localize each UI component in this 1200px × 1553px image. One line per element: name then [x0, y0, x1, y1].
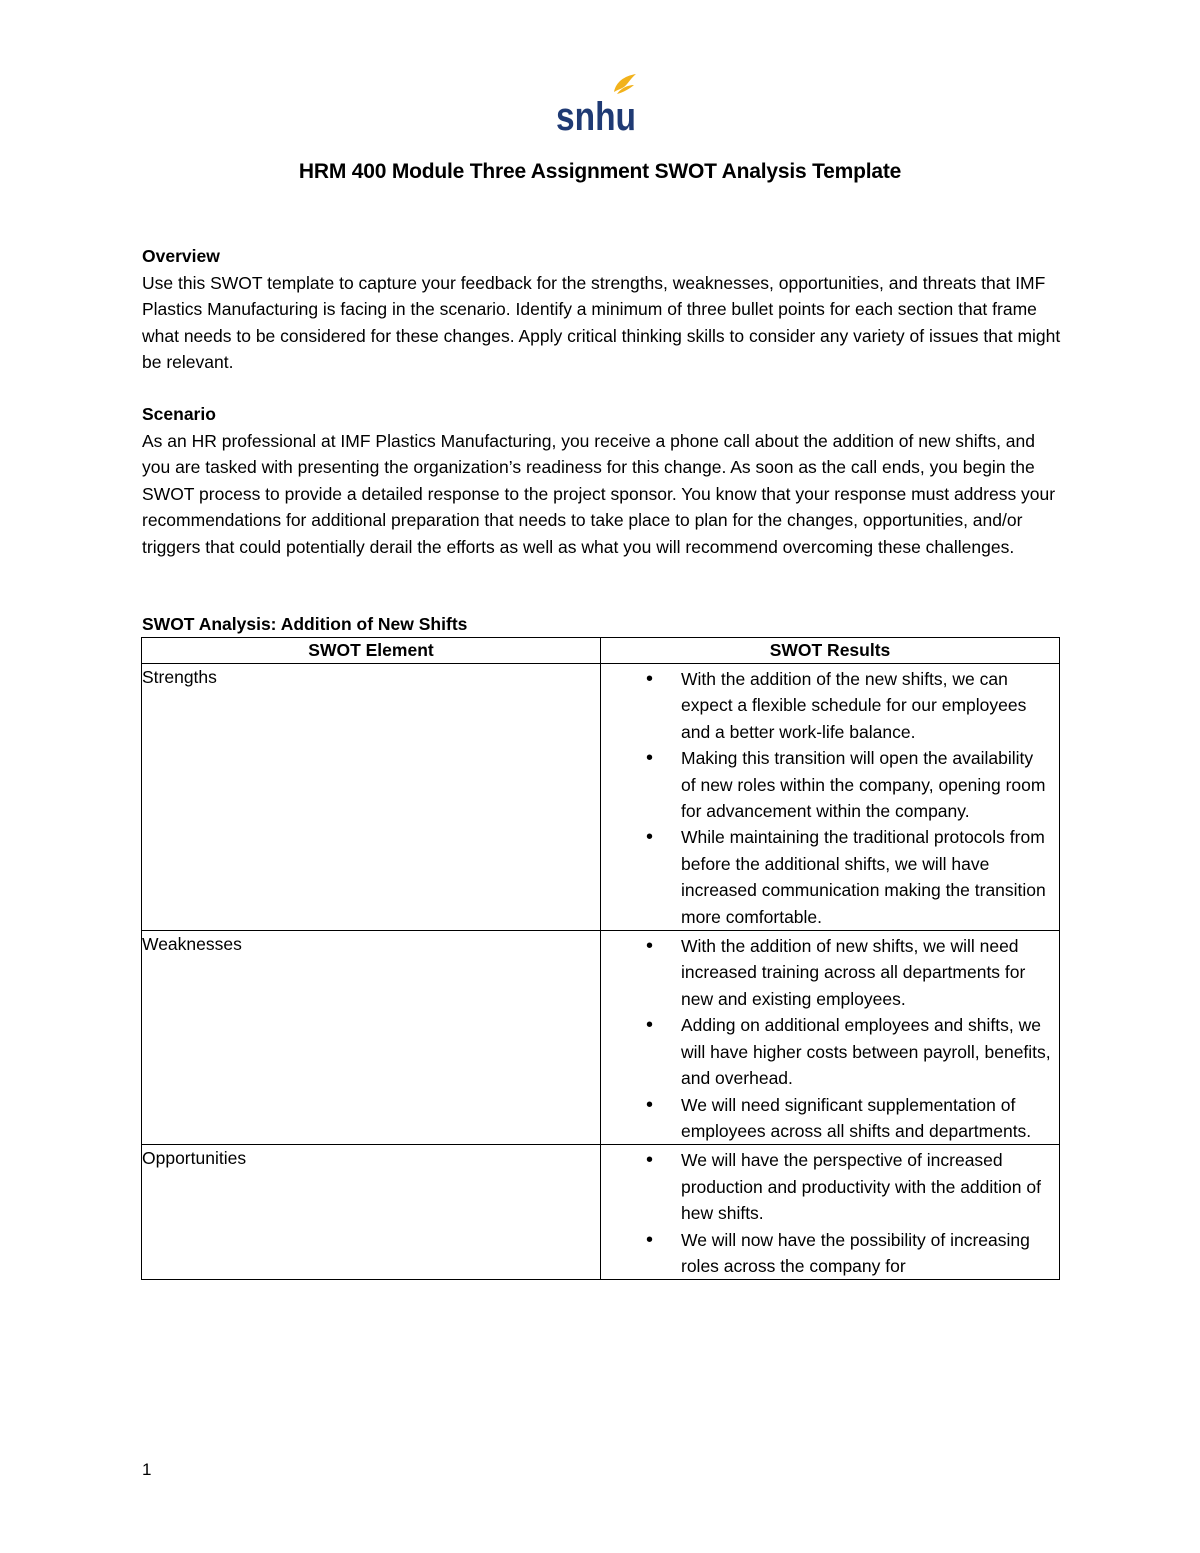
- scenario-heading: Scenario: [142, 404, 216, 424]
- swot-results-cell: [601, 931, 1060, 1145]
- scenario-body: As an HR professional at IMF Plastics Manufacturing, you receive a phone call about the addition of new shifts, and you are tasked with presenting the organization’s readiness for this change. As soon as the call ends, you begin the SWOT process to provide a detailed response to the project sponsor. You know that your response must address your recommendations for additional preparation that needs to take place to plan for the changes, opportunities, and/or triggers that could potentially derail the efforts as well as what you will recommend overcoming these challenges.: [142, 430, 1056, 557]
- overview-section: [142, 243, 1062, 376]
- column-header-results: SWOT Results: [601, 638, 1060, 664]
- result-item: • Adding on additional employees and shifts, we will have higher costs between payroll, benefits, and overhead.: [681, 1012, 1051, 1091]
- svg-text:snhu: snhu: [556, 95, 636, 139]
- result-item: • We will need significant supplementation of employees across all shifts and departments.: [681, 1092, 1051, 1145]
- swot-row-weaknesses: [142, 931, 1060, 1145]
- column-header-element: SWOT Element: [142, 638, 601, 664]
- swot-results-cell: [601, 664, 1060, 931]
- swot-element-cell: Weaknesses: [142, 931, 601, 1145]
- overview-body: Use this SWOT template to capture your feedback for the strengths, weaknesses, opportunities, and threats that IMF Plastics Manufacturing is facing in the scenario. Identify a minimum of three bullet points for each section that frame what needs to be considered for these changes. Apply critical thinking skills to consider any variety of issues that might be relevant.: [142, 272, 1061, 372]
- results-list: [601, 664, 1059, 930]
- scenario-section: [142, 401, 1062, 560]
- swot-row-opportunities: [142, 1145, 1060, 1280]
- swot-element-cell: Opportunities: [142, 1145, 601, 1280]
- document-title: HRM 400 Module Three Assignment SWOT Analysis Template: [298, 160, 902, 183]
- swot-element-cell: Strengths: [142, 664, 601, 931]
- result-item: • With the addition of the new shifts, we can expect a flexible schedule for our employees and a better work-life balance.: [681, 666, 1051, 745]
- result-item: • We will now have the possibility of increasing roles across the company for: [681, 1227, 1051, 1280]
- swot-results-cell: [601, 1145, 1060, 1280]
- results-list: [601, 931, 1059, 1144]
- result-item: • We will have the perspective of increased production and productivity with the addition of hew shifts.: [681, 1147, 1051, 1226]
- result-item: • Making this transition will open the availability of new roles within the company, opening room for advancement within the company.: [681, 745, 1051, 824]
- snhu-logo: [554, 70, 640, 139]
- snhu-logo-graphic: [554, 70, 640, 139]
- page-number: 1: [142, 1460, 152, 1479]
- overview-heading: Overview: [142, 246, 220, 266]
- results-list: [601, 1145, 1059, 1279]
- swot-row-strengths: [142, 664, 1060, 931]
- result-item: • With the addition of new shifts, we will need increased training across all departments for new and existing employees.: [681, 933, 1051, 1012]
- result-item: • While maintaining the traditional protocols from before the additional shifts, we will have increased communication making the transition more comfortable.: [681, 824, 1051, 930]
- swot-header-row: [142, 638, 1060, 664]
- swot-table-heading: SWOT Analysis: Addition of New Shifts: [142, 614, 468, 634]
- swot-table: [141, 637, 1060, 1280]
